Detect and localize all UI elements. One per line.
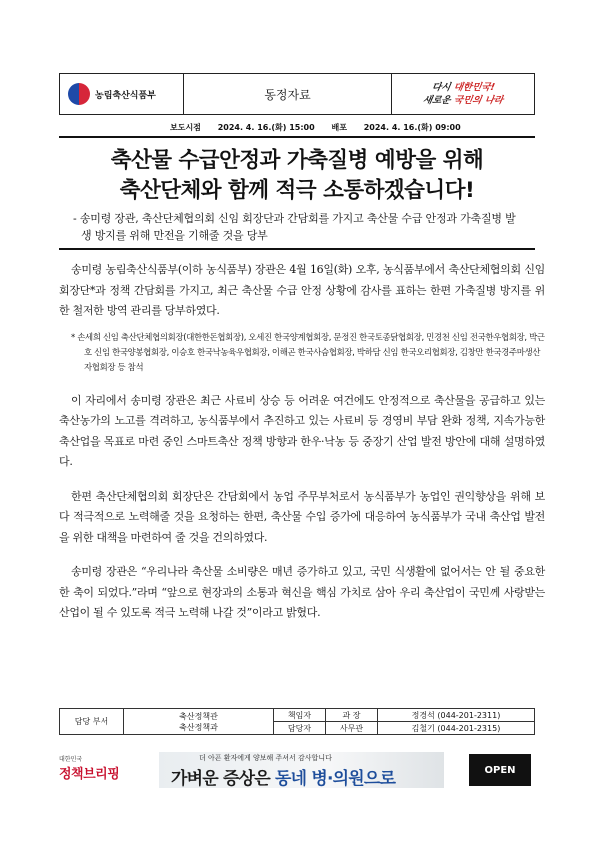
dept-2: 축산정책과	[179, 722, 218, 732]
role-1: 책임자	[274, 709, 326, 722]
title-box	[59, 136, 535, 250]
dept-1: 축산정책관	[179, 711, 218, 721]
campaign-banner[interactable]	[159, 752, 444, 788]
banner-small: 더 아픈 환자에게 양보해 주셔서 감사합니다	[199, 754, 332, 762]
ministry-name: 농림축산식품부	[95, 90, 156, 101]
dept-names	[124, 709, 274, 735]
dist-value: 2024. 4. 16.(화) 09:00	[363, 123, 461, 132]
slogan-line2-dark: 새로운	[421, 95, 455, 106]
body-text	[59, 260, 545, 638]
release-dates	[170, 122, 475, 133]
headline	[59, 146, 535, 206]
footer	[59, 752, 535, 790]
subtitle: - 송미령 장관, 축산단체협의회 신임 회장단과 간담회를 가지고 축산물 수급 안정과 가축질병 발생 방지를 위해 만전을 기해줄 것을 당부	[73, 212, 516, 242]
paragraph-1: 송미령 농림축산식품부(이하 농식품부) 장관은 4월 16일(화) 오후, 농식품부에서 축산단체협의회 신임 회장단*과 정책 간담회를 가지고, 최근 축산물 수급 안정 상황에 감사를 표하는 한편 가축질병 방지를 위한 철저한 방역 관리를 당부하였다.	[59, 263, 545, 317]
headline-line1: 축산물 수급안정과 가축질병 예방을 위해	[110, 148, 484, 173]
slogan	[392, 74, 534, 114]
title-2: 사무관	[326, 722, 378, 735]
paragraph-3: 한편 축산단체협의회 회장단은 간담회에서 농업 주무부처로서 농식품부가 농업인 권익향상을 위해 보다 적극적으로 노력해줄 것을 요청하는 한편, 축산물 수입 증가에 대응하여 농식품부가 국내 축산업 발전을 위한 대책을 마련하여 줄 것을 건의하였다.	[59, 489, 545, 544]
person-1: 정경석 (044-201-2311)	[378, 709, 535, 722]
paragraph-2: 이 자리에서 송미령 장관은 최근 사료비 상승 등 어려운 여건에도 안정적으로 축산물을 공급하고 있는 축산농가의 노고를 격려하고, 농식품부에서 추진하고 있는 사료비 등 경영비 부담 완화 정책, 지속가능한 축산업을 목표로 마련 중인 스마트축산 정책 방향과 한우·낙농 등 중장기 산업 발전 방안에 대해 설명하였다.	[59, 393, 545, 468]
role-2: 담당자	[274, 722, 326, 735]
banner-big-2: 동네 병·의원으로	[274, 769, 396, 789]
open-license-badge[interactable]: OPEN	[469, 754, 531, 786]
banner-big	[171, 764, 395, 789]
brand-big: 정책브리핑	[59, 767, 120, 782]
slogan-line1-red: 대한민국!	[452, 82, 496, 93]
dist-label: 배포	[331, 123, 347, 132]
slogan-line1-dark: 다시	[430, 82, 455, 93]
person-2: 김철기 (044-201-2315)	[378, 722, 535, 735]
contact-table	[59, 708, 535, 735]
slogan-line2-red: 국민의 나라	[452, 95, 504, 106]
paragraph-4: 송미령 장관은 “우리나라 축산물 소비량은 매년 증가하고 있고, 국민 식생활에 없어서는 안 될 중요한 한 축이 되었다.”라며 “앞으로 현장과의 소통과 혁신을 핵심 가치로 삼아 우리 축산업이 국민께 사랑받는 산업이 될 수 있도록 적극 노력해 나갈 것”이라고 밝혔다.	[59, 565, 545, 619]
doc-type: 동정자료	[184, 74, 392, 114]
policy-briefing-logo[interactable]	[59, 754, 129, 782]
title-1: 과 장	[326, 709, 378, 722]
ministry-logo	[60, 74, 184, 114]
report-value: 2024. 4. 16.(화) 15:00	[217, 123, 315, 132]
banner-big-1: 가벼운 증상은	[171, 769, 275, 789]
taegeuk-emblem-icon	[68, 83, 90, 105]
header-table	[59, 73, 535, 115]
headline-line2: 축산단체와 함께 적극 소통하겠습니다!	[119, 178, 475, 203]
brand-small: 대한민국	[59, 756, 83, 763]
report-label: 보도시점	[170, 123, 201, 132]
dept-label: 담당 부서	[60, 709, 124, 735]
attendee-note: * 손세희 신임 축산단체협의회장(대한한돈협회장), 오세진 한국양계협회장, 문정진 한국토종닭협회장, 민경천 신임 전국한우협회장, 박근호 신임 한국양봉협회장, 이승호 한국낙농육우협회장, 이해곤 한국사슴협회장, 박하담 신임 한국오리협회장, 김창만 한국경주마생산자협회장 등 참석	[71, 331, 545, 372]
